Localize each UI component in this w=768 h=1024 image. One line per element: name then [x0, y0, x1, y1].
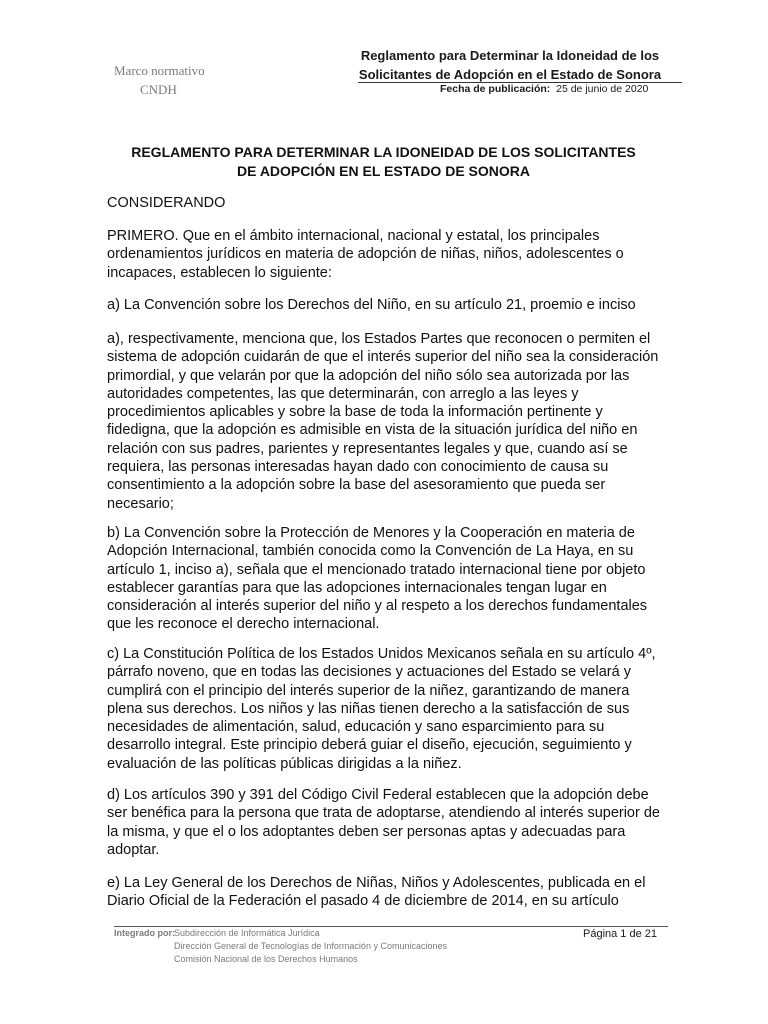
- header-title: [340, 46, 680, 84]
- publication-date-value: 25 de junio de 2020: [556, 83, 649, 95]
- paragraph-b: b) La Convención sobre la Protección de Menores y la Cooperación en materia de Adopción Internacional, también conocida como la Convención de La Haya, en su artículo 1, inciso a), señala que el mencionado tratado internacional tiene por objeto establecer garantías para que las adopciones internacionales tengan lugar en consideración al interés superior del niño y al respeto a los derechos fundamentales que les reconoce el derecho internacional.: [107, 525, 648, 633]
- paragraph-a-intro: a) La Convención sobre los Derechos del Niño, en su artículo 21, proemio e inciso: [107, 297, 636, 313]
- publication-date: [440, 83, 648, 95]
- considerando-heading: CONSIDERANDO: [107, 195, 226, 211]
- header-left-title: Marco normativo: [114, 63, 205, 78]
- footer-label: Integrado por:: [114, 928, 175, 938]
- document-title-line2: DE ADOPCIÓN EN EL ESTADO DE SONORA: [237, 163, 530, 179]
- footer-divider: [114, 926, 668, 927]
- footer-line3: Comisión Nacional de los Derechos Humanos: [174, 954, 358, 964]
- footer-line2: Dirección General de Tecnologías de Información y Comunicaciones: [174, 941, 447, 951]
- paragraph-a-body: a), respectivamente, menciona que, los Estados Partes que reconocen o permiten el sistema de adopción cuidarán de que el interés superior del niño sea la consideración primordial, y que velarán por que la adopción del niño sólo sea autorizada por las autoridades competentes, las que determinarán, con arreglo a las leyes y procedimientos aplicables y sobre la base de toda la información pertinente y fidedigna, que la adopción es admisible en vista de la situación jurídica del niño en relación con sus padres, parientes y representantes legales y que, cuando así se requiera, las personas interesadas hayan dado con conocimiento de causa su consentimiento a la adopción sobre la base del asesoramiento que pueda ser necesario;: [107, 331, 659, 512]
- publication-date-label: Fecha de publicación:: [440, 83, 551, 95]
- document-title: [100, 143, 667, 181]
- paragraph-c: c) La Constitución Política de los Estados Unidos Mexicanos señala en su artículo 4º, párrafo noveno, que en todas las decisiones y actuaciones del Estado se velará y cumplirá con el principio del interés superior de la niñez, garantizando de manera plena sus derechos. Los niños y las niñas tienen derecho a la satisfacción de sus necesidades de alimentación, salud, educación y sano esparcimiento para su desarrollo integral. Este principio deberá guiar el diseño, ejecución, seguimiento y evaluación de las políticas públicas dirigidas a la niñez.: [107, 646, 656, 772]
- paragraph-d: d) Los artículos 390 y 391 del Código Civil Federal establecen que la adopción debe ser benéfica para la persona que trata de adoptarse, atendiendo al interés superior de la misma, y que el o los adoptantes deben ser personas aptas y adecuadas para adoptar.: [107, 787, 660, 858]
- header-title-line1: Reglamento para Determinar la Idoneidad de los: [360, 48, 660, 63]
- document-title-line1: REGLAMENTO PARA DETERMINAR LA IDONEIDAD DE LOS SOLICITANTES: [131, 144, 636, 160]
- paragraph-primero: PRIMERO. Que en el ámbito internacional, nacional y estatal, los principales ordenamientos jurídicos en materia de adopción de niñas, niños, adolescentes o incapaces, establecen lo siguiente:: [107, 228, 624, 281]
- header-left-org: CNDH: [140, 82, 177, 97]
- page-number: Página 1 de 21: [583, 928, 658, 940]
- footer-line1: Subdirección de Informática Jurídica: [174, 928, 320, 938]
- header-title-line2: Solicitantes de Adopción en el Estado de Sonora: [358, 67, 662, 82]
- paragraph-e: e) La Ley General de los Derechos de Niñas, Niños y Adolescentes, publicada en el Diario Oficial de la Federación el pasado 4 de diciembre de 2014, en su artículo: [107, 875, 646, 910]
